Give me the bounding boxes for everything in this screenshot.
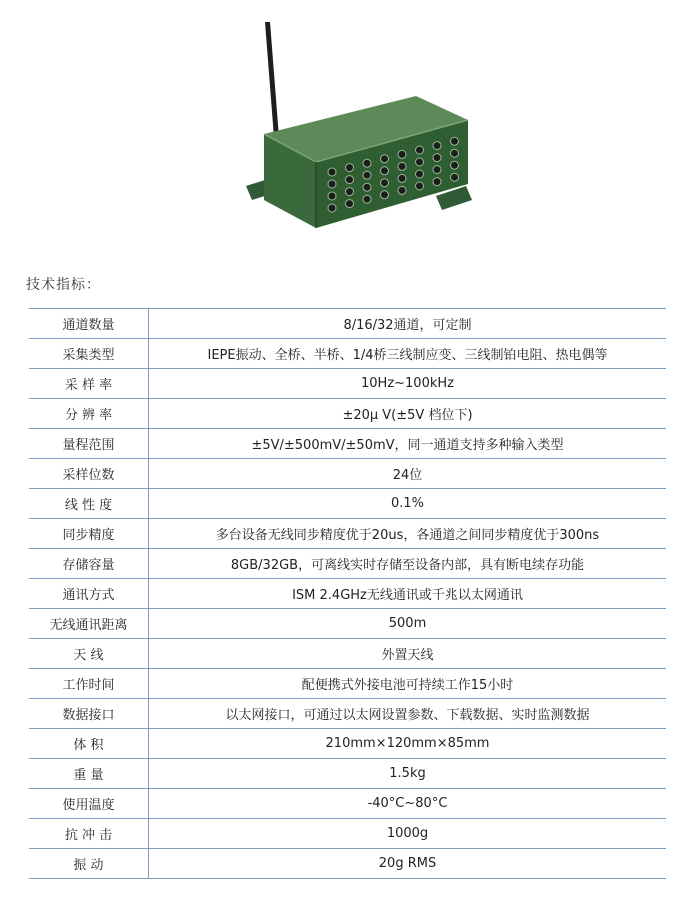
spec-value: 8/16/32通道，可定制	[149, 309, 667, 339]
spec-row	[29, 639, 666, 669]
spec-table	[29, 308, 666, 879]
connector-port	[363, 195, 371, 203]
connector-port	[416, 146, 424, 154]
spec-row	[29, 759, 666, 789]
spec-value: ±20μ V(±5V 档位下)	[149, 399, 667, 429]
spec-row	[29, 609, 666, 639]
spec-label: 振 动	[29, 849, 149, 879]
connector-port	[328, 204, 336, 212]
product-image	[236, 16, 480, 238]
connector-port	[363, 171, 371, 179]
spec-label: 线 性 度	[29, 489, 149, 519]
spec-label: 重 量	[29, 759, 149, 789]
spec-row	[29, 459, 666, 489]
connector-port	[363, 183, 371, 191]
spec-row	[29, 339, 666, 369]
spec-label: 使用温度	[29, 789, 149, 819]
spec-value: ±5V/±500mV/±50mV，同一通道支持多种输入类型	[149, 429, 667, 459]
spec-label: 体 积	[29, 729, 149, 759]
connector-port	[381, 155, 389, 163]
spec-label: 天 线	[29, 639, 149, 669]
spec-row	[29, 849, 666, 879]
spec-label: 抗 冲 击	[29, 819, 149, 849]
spec-label: 采集类型	[29, 339, 149, 369]
connector-port	[398, 162, 406, 170]
spec-label: 同步精度	[29, 519, 149, 549]
connector-port	[416, 158, 424, 166]
connector-port	[433, 166, 441, 174]
connector-port	[328, 168, 336, 176]
spec-value: 外置天线	[149, 639, 667, 669]
spec-value: IEPE振动、全桥、半桥、1/4桥三线制应变、三线制铂电阻、热电偶等	[149, 339, 667, 369]
spec-value: 8GB/32GB，可离线实时存储至设备内部，具有断电续存功能	[149, 549, 667, 579]
connector-port	[433, 142, 441, 150]
spec-value: 0.1%	[149, 489, 667, 519]
connector-port	[381, 167, 389, 175]
spec-row	[29, 819, 666, 849]
spec-row	[29, 489, 666, 519]
spec-value: 10Hz~100kHz	[149, 369, 667, 399]
spec-value: 500m	[149, 609, 667, 639]
connector-port	[433, 178, 441, 186]
spec-label: 数据接口	[29, 699, 149, 729]
spec-row	[29, 669, 666, 699]
spec-value: 配便携式外接电池可持续工作15小时	[149, 669, 667, 699]
spec-value: 20g RMS	[149, 849, 667, 879]
connector-port	[328, 180, 336, 188]
section-heading: 技术指标：	[26, 277, 101, 293]
spec-label: 通道数量	[29, 309, 149, 339]
data-acquisition-device-illustration	[236, 16, 480, 238]
spec-label: 量程范围	[29, 429, 149, 459]
connector-port	[346, 188, 354, 196]
spec-label: 采 样 率	[29, 369, 149, 399]
spec-label: 分 辨 率	[29, 399, 149, 429]
spec-row	[29, 699, 666, 729]
connector-port	[451, 173, 459, 181]
connector-port	[451, 137, 459, 145]
spec-value: 210mm×120mm×85mm	[149, 729, 667, 759]
connector-port	[346, 164, 354, 172]
connector-port	[381, 191, 389, 199]
spec-label: 通讯方式	[29, 579, 149, 609]
spec-row	[29, 729, 666, 759]
spec-label: 无线通讯距离	[29, 609, 149, 639]
spec-value: 多台设备无线同步精度优于20us，各通道之间同步精度优于300ns	[149, 519, 667, 549]
spec-row	[29, 369, 666, 399]
spec-value: -40°C~80°C	[149, 789, 667, 819]
spec-value: 以太网接口，可通过以太网设置参数、下载数据、实时监测数据	[149, 699, 667, 729]
connector-port	[416, 182, 424, 190]
connector-port	[346, 200, 354, 208]
connector-port	[328, 192, 336, 200]
spec-row	[29, 519, 666, 549]
spec-row	[29, 399, 666, 429]
spec-value: 24位	[149, 459, 667, 489]
spec-label: 存储容量	[29, 549, 149, 579]
spec-label: 采样位数	[29, 459, 149, 489]
spec-label: 工作时间	[29, 669, 149, 699]
connector-port	[416, 170, 424, 178]
connector-port	[398, 150, 406, 158]
connector-port	[433, 154, 441, 162]
connector-port	[398, 174, 406, 182]
spec-value: 1.5kg	[149, 759, 667, 789]
spec-row	[29, 579, 666, 609]
spec-row	[29, 789, 666, 819]
spec-row	[29, 429, 666, 459]
connector-port	[346, 176, 354, 184]
connector-port	[451, 161, 459, 169]
connector-port	[451, 149, 459, 157]
spec-value: ISM 2.4GHz无线通讯或千兆以太网通讯	[149, 579, 667, 609]
spec-value: 1000g	[149, 819, 667, 849]
connector-port	[363, 159, 371, 167]
spec-row	[29, 549, 666, 579]
connector-port	[381, 179, 389, 187]
spec-row	[29, 309, 666, 339]
connector-port	[398, 186, 406, 194]
